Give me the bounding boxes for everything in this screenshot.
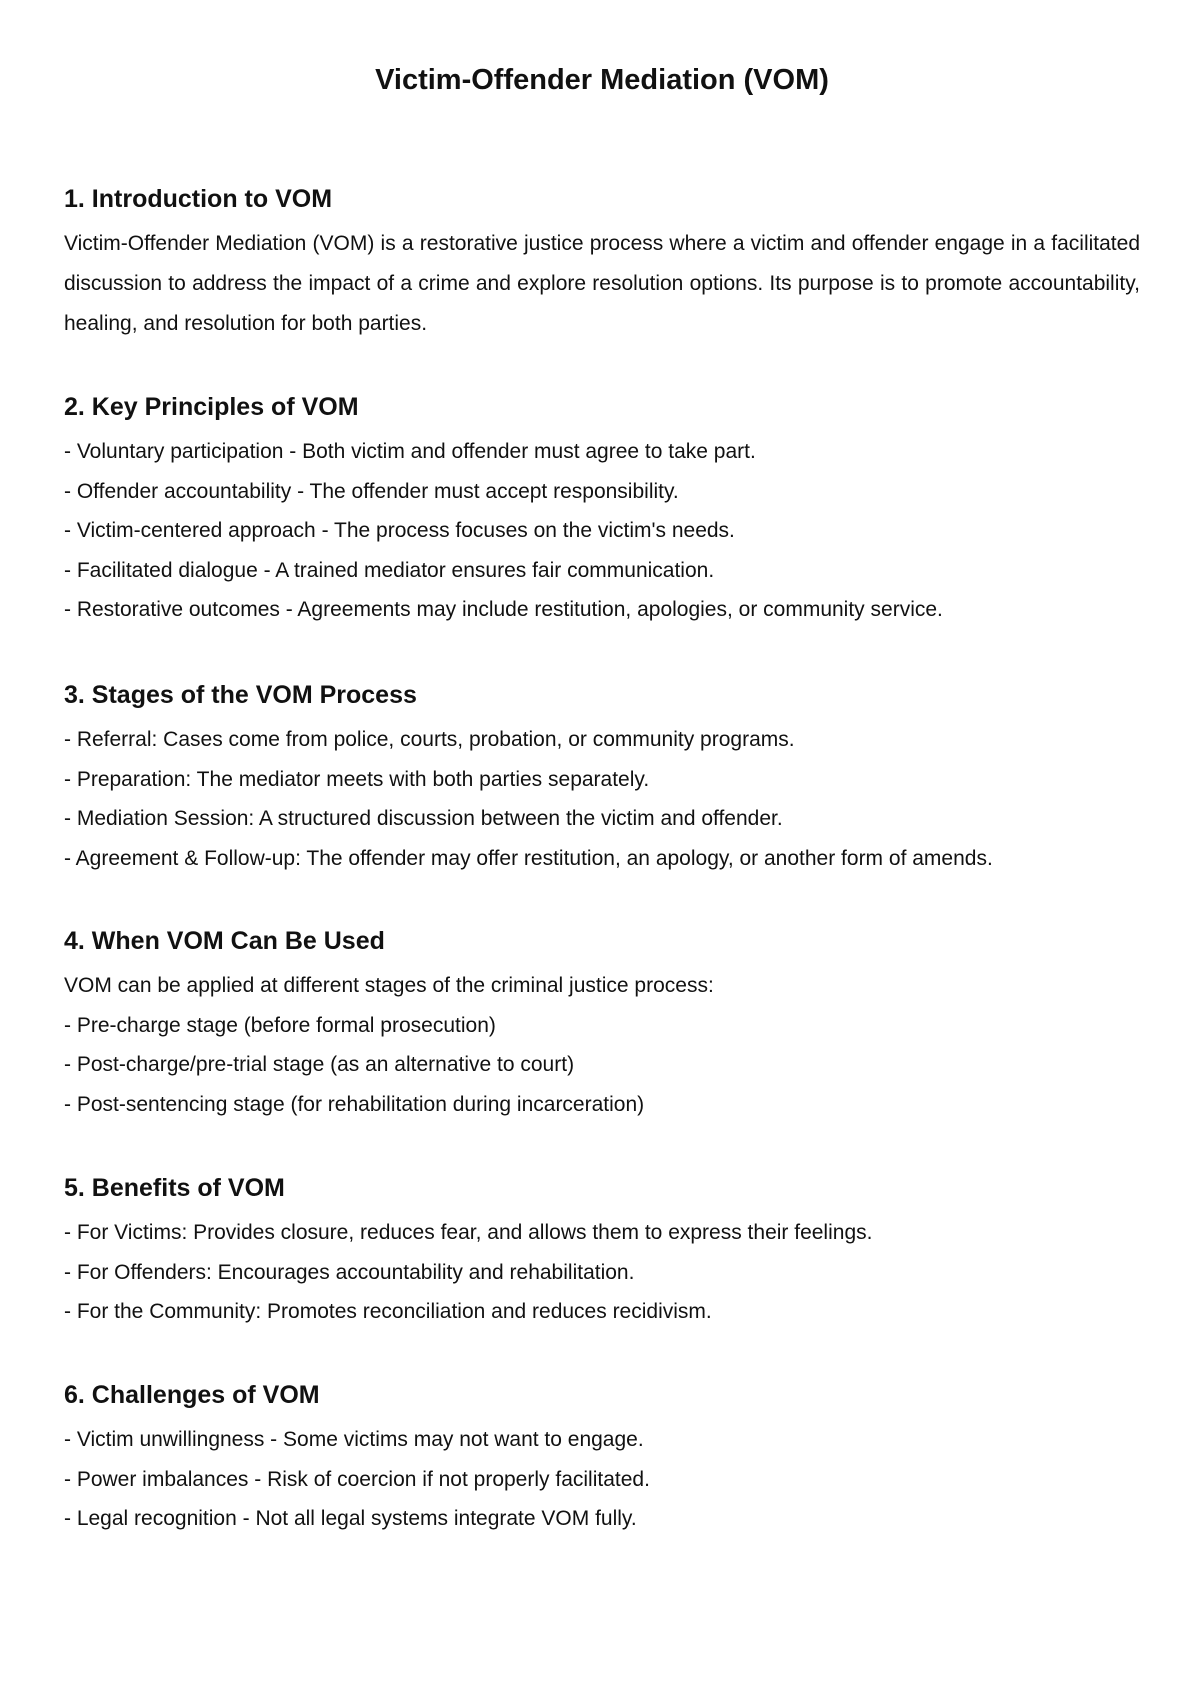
list-item: - Facilitated dialogue - A trained mediator ensures fair communication.	[64, 558, 715, 582]
section-introduction	[64, 182, 1140, 344]
list-item: - Referral: Cases come from police, courts, probation, or community programs.	[64, 728, 795, 751]
section-heading: 2. Key Principles of VOM	[64, 393, 359, 421]
list-item: - Voluntary participation - Both victim and offender must agree to take part.	[64, 440, 756, 463]
section-benefits	[64, 1171, 1140, 1332]
list-item: - Restorative outcomes - Agreements may include restitution, apologies, or community service.	[64, 598, 943, 621]
section-heading: 3. Stages of the VOM Process	[64, 681, 417, 709]
list-item: - Post-sentencing stage (for rehabilitation during incarceration)	[64, 1092, 645, 1116]
list-item: - Pre-charge stage (before formal prosecution)	[64, 1013, 496, 1037]
list-item: - Offender accountability - The offender must accept responsibility.	[64, 479, 679, 503]
section-heading: 1. Introduction to VOM	[64, 185, 333, 213]
section-paragraph: Victim-Offender Mediation (VOM) is a restorative justice process where a victim and offender engage in a facilitated discussion to address the impact of a crime and explore resolution options. Its purpose is to promote accountability, healing, and resolution for both parties.	[64, 232, 1140, 335]
list-item: - Mediation Session: A structured discussion between the victim and offender.	[64, 807, 783, 830]
list-item: - Preparation: The mediator meets with both parties separately.	[64, 767, 650, 791]
document-title: Victim-Offender Mediation (VOM)	[375, 64, 829, 96]
list-item: - For the Community: Promotes reconciliation and reduces recidivism.	[64, 1300, 712, 1323]
list-item: - Power imbalances - Risk of coercion if not properly facilitated.	[64, 1467, 650, 1491]
list-item: - Post-charge/pre-trial stage (as an alternative to court)	[64, 1053, 575, 1076]
list-item: - Victim-centered approach - The process focuses on the victim's needs.	[64, 519, 735, 542]
section-intro-line: VOM can be applied at different stages of the criminal justice process:	[64, 974, 714, 997]
section-heading: 6. Challenges of VOM	[64, 1381, 320, 1409]
list-item: - For Victims: Provides closure, reduces fear, and allows them to express their feelings.	[64, 1221, 873, 1244]
section-key-principles	[64, 390, 1140, 630]
section-stages	[64, 678, 1140, 878]
list-item: - Victim unwillingness - Some victims may not want to engage.	[64, 1428, 644, 1451]
section-heading: 5. Benefits of VOM	[64, 1174, 285, 1202]
section-heading: 4. When VOM Can Be Used	[64, 927, 385, 955]
section-challenges	[64, 1378, 1140, 1539]
list-item: - Agreement & Follow-up: The offender may offer restitution, an apology, or another form of amends.	[64, 846, 993, 870]
list-item: - Legal recognition - Not all legal systems integrate VOM fully.	[64, 1507, 637, 1530]
section-when-used	[64, 924, 1140, 1124]
list-item: - For Offenders: Encourages accountability and rehabilitation.	[64, 1260, 635, 1284]
